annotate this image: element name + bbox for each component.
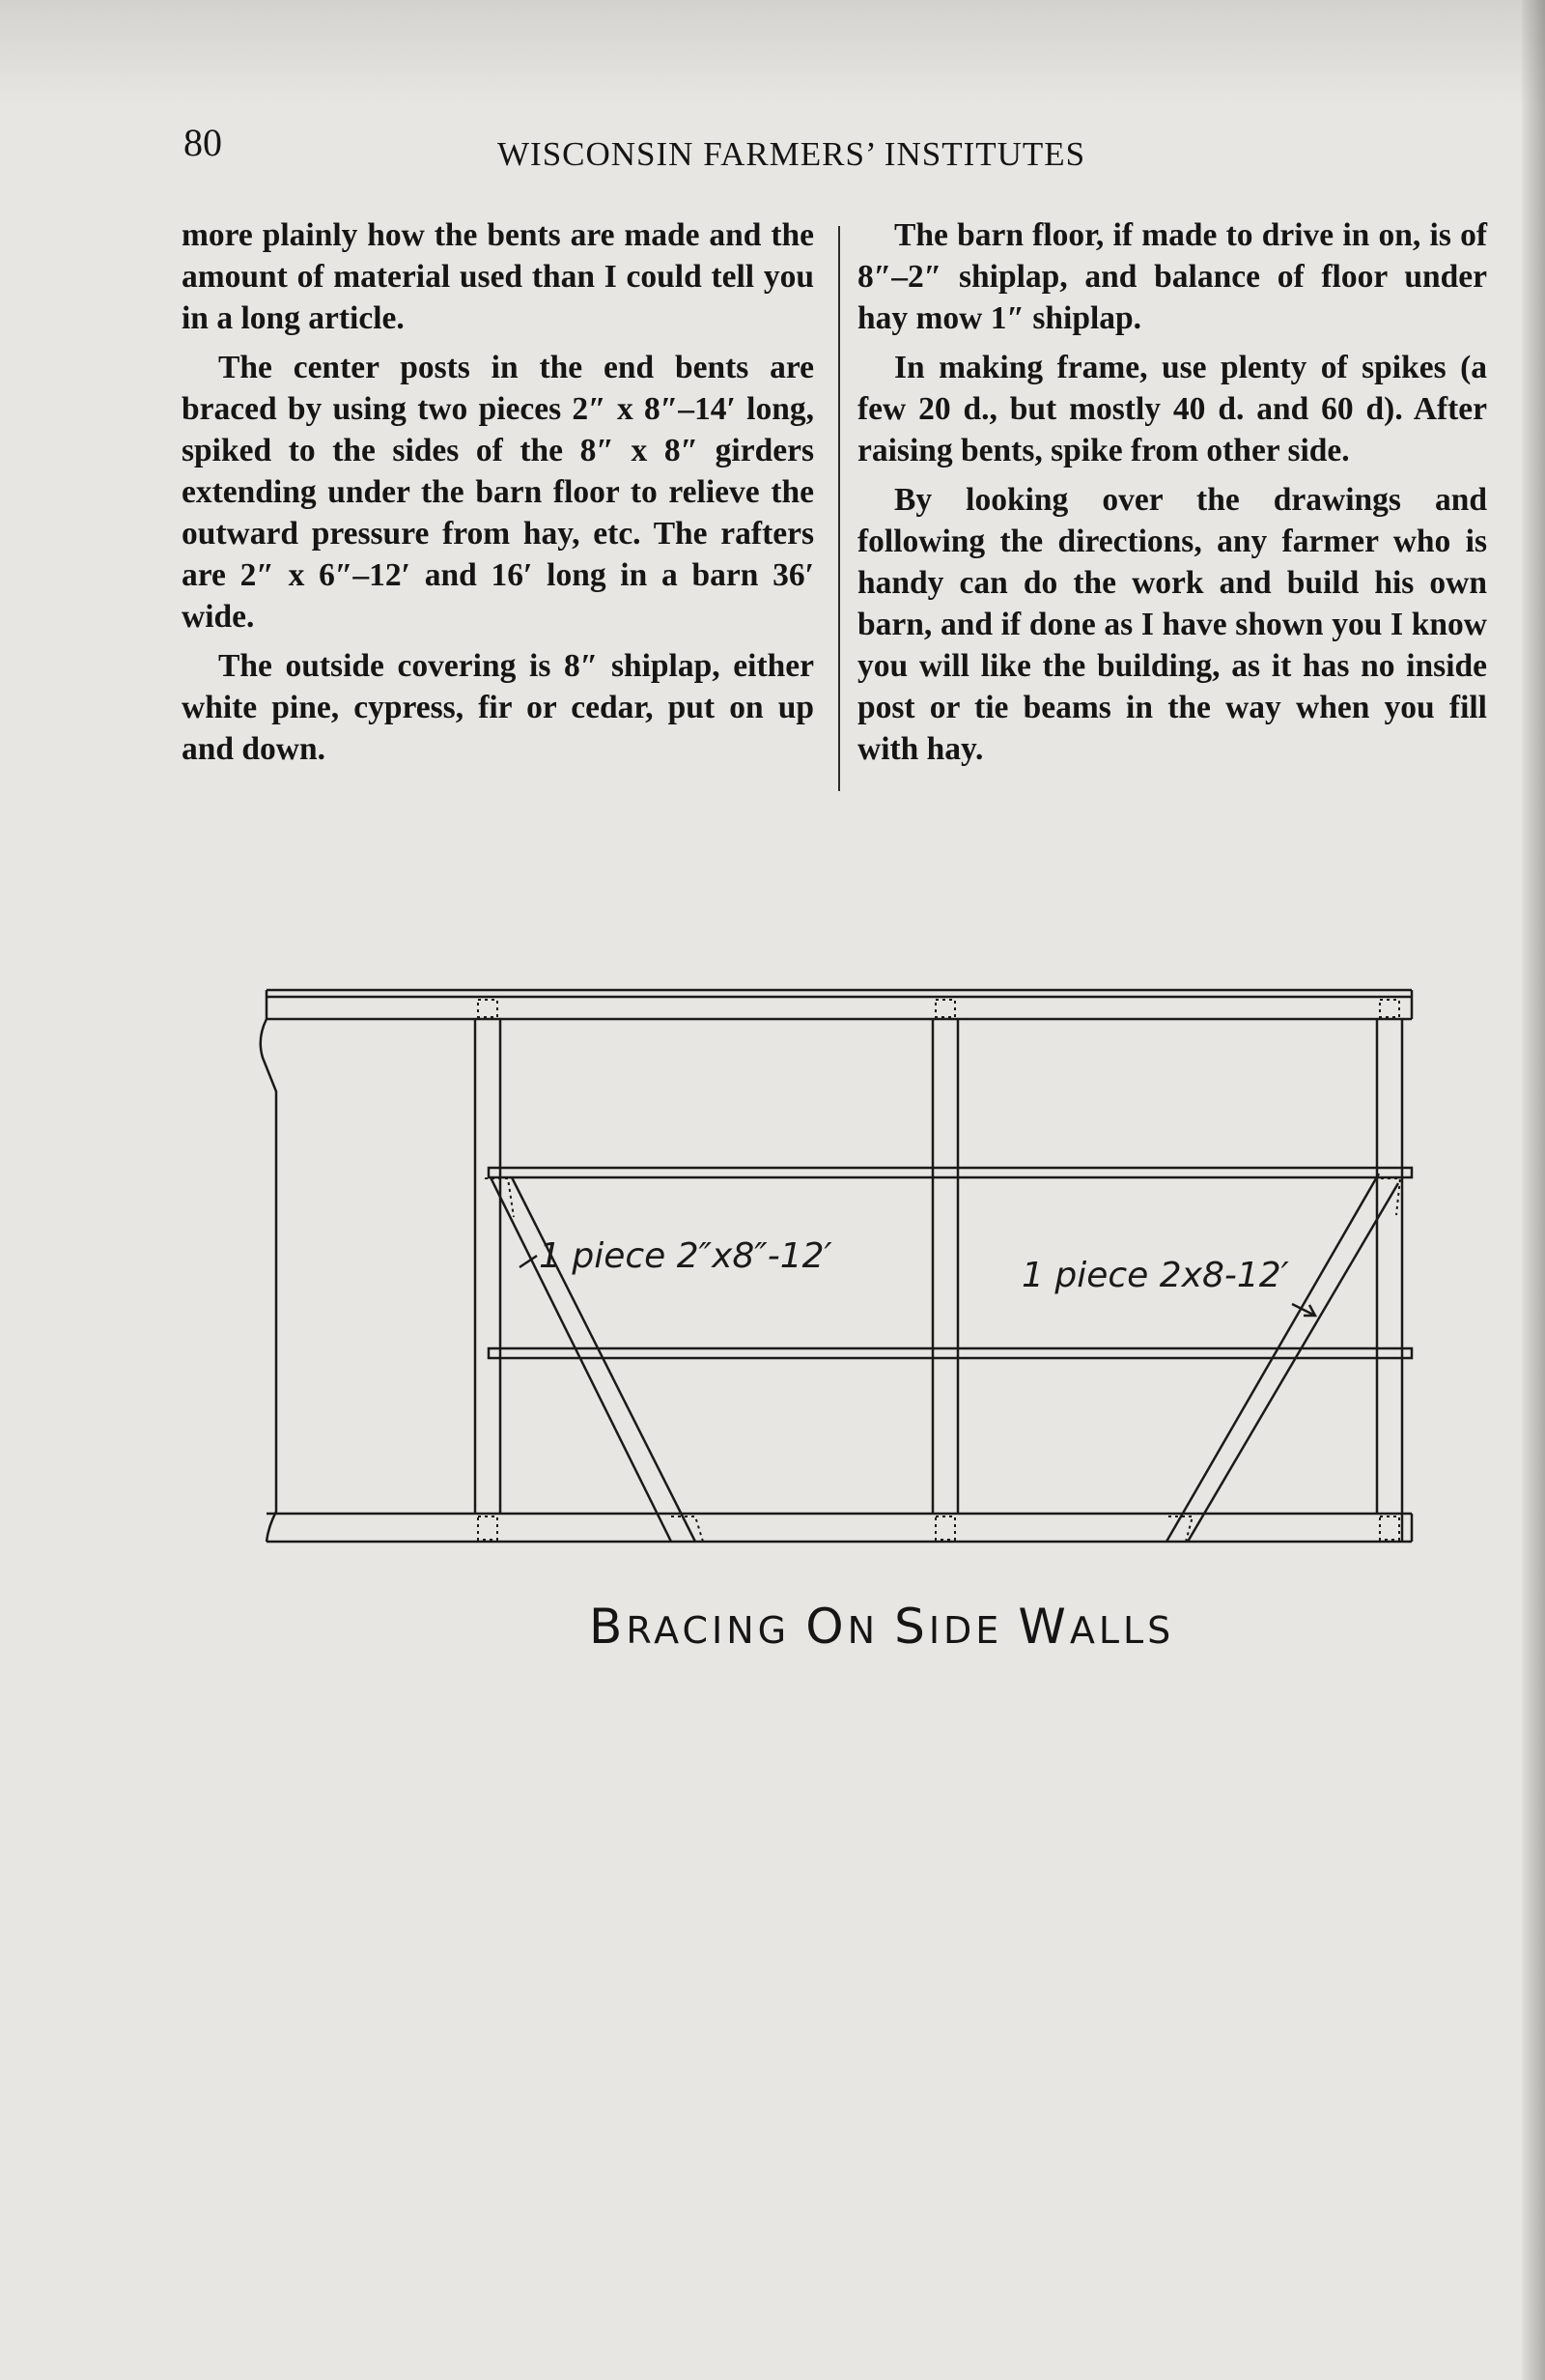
paragraph: In making frame, use plenty of spikes (a few 20 d., but mostly 40 d. and 60 d). After raising bents, spike from other side. (857, 350, 1487, 468)
paragraph: more plainly how the bents are made and the amount of material used than I could tell you in a long article. (182, 217, 814, 336)
label-right-brace: 1 piece 2x8-12′ (1022, 1256, 1289, 1295)
caption-letters: RACING (626, 1609, 806, 1652)
left-brace-line (512, 1177, 695, 1542)
caption-letter: B (589, 1599, 627, 1655)
label-left-brace: 1 piece 2″x8″-12′ (539, 1236, 832, 1276)
bracing-drawing (232, 976, 1429, 1574)
right-brace-line (1188, 1183, 1398, 1542)
column-divider (838, 226, 840, 791)
page-number: 80 (183, 121, 222, 164)
caption-letters: N (847, 1609, 895, 1652)
caption-letter: W (1018, 1599, 1070, 1655)
caption-letter: O (805, 1599, 848, 1655)
broken-end-line (261, 990, 276, 1542)
caption-letter: S (894, 1599, 929, 1655)
right-column (857, 214, 1487, 778)
paragraph: The barn floor, if made to drive in on, is of 8″–2″ shiplap, and balance of floor under hay mow 1″ shiplap. (857, 217, 1487, 336)
girt-upper (489, 1168, 1412, 1177)
caption-letters: ALLS (1069, 1609, 1175, 1652)
figure-caption (589, 1599, 1174, 1655)
caption-letters: IDE (928, 1609, 1019, 1652)
left-column (182, 214, 814, 778)
paragraph: By looking over the drawings and following the directions, any farmer who is handy can do the work and build his own barn, and if done as I have shown you I know you will like the building, as it has no inside post or tie beams in the way when you fill with hay. (857, 482, 1487, 767)
scan-shadow (0, 0, 1545, 106)
paragraph: The center posts in the end bents are braced by using two pieces 2″ x 8″–14′ long, spiked to the sides of the 8″ x 8″ girders extending under the barn floor to relieve the outward pressure from hay, etc. The rafters are 2″ x 6″–12′ and 16′ long in a barn 36′ wide. (182, 350, 814, 635)
scan-page-edge (1522, 0, 1545, 2380)
running-title: WISCONSIN FARMERS’ INSTITUTES (497, 135, 1086, 173)
bracing-diagram (232, 976, 1429, 1574)
paragraph: The outside covering is 8″ shiplap, either white pine, cypress, fir or cedar, put on up and down. (182, 648, 814, 767)
left-brace-line (491, 1177, 671, 1542)
